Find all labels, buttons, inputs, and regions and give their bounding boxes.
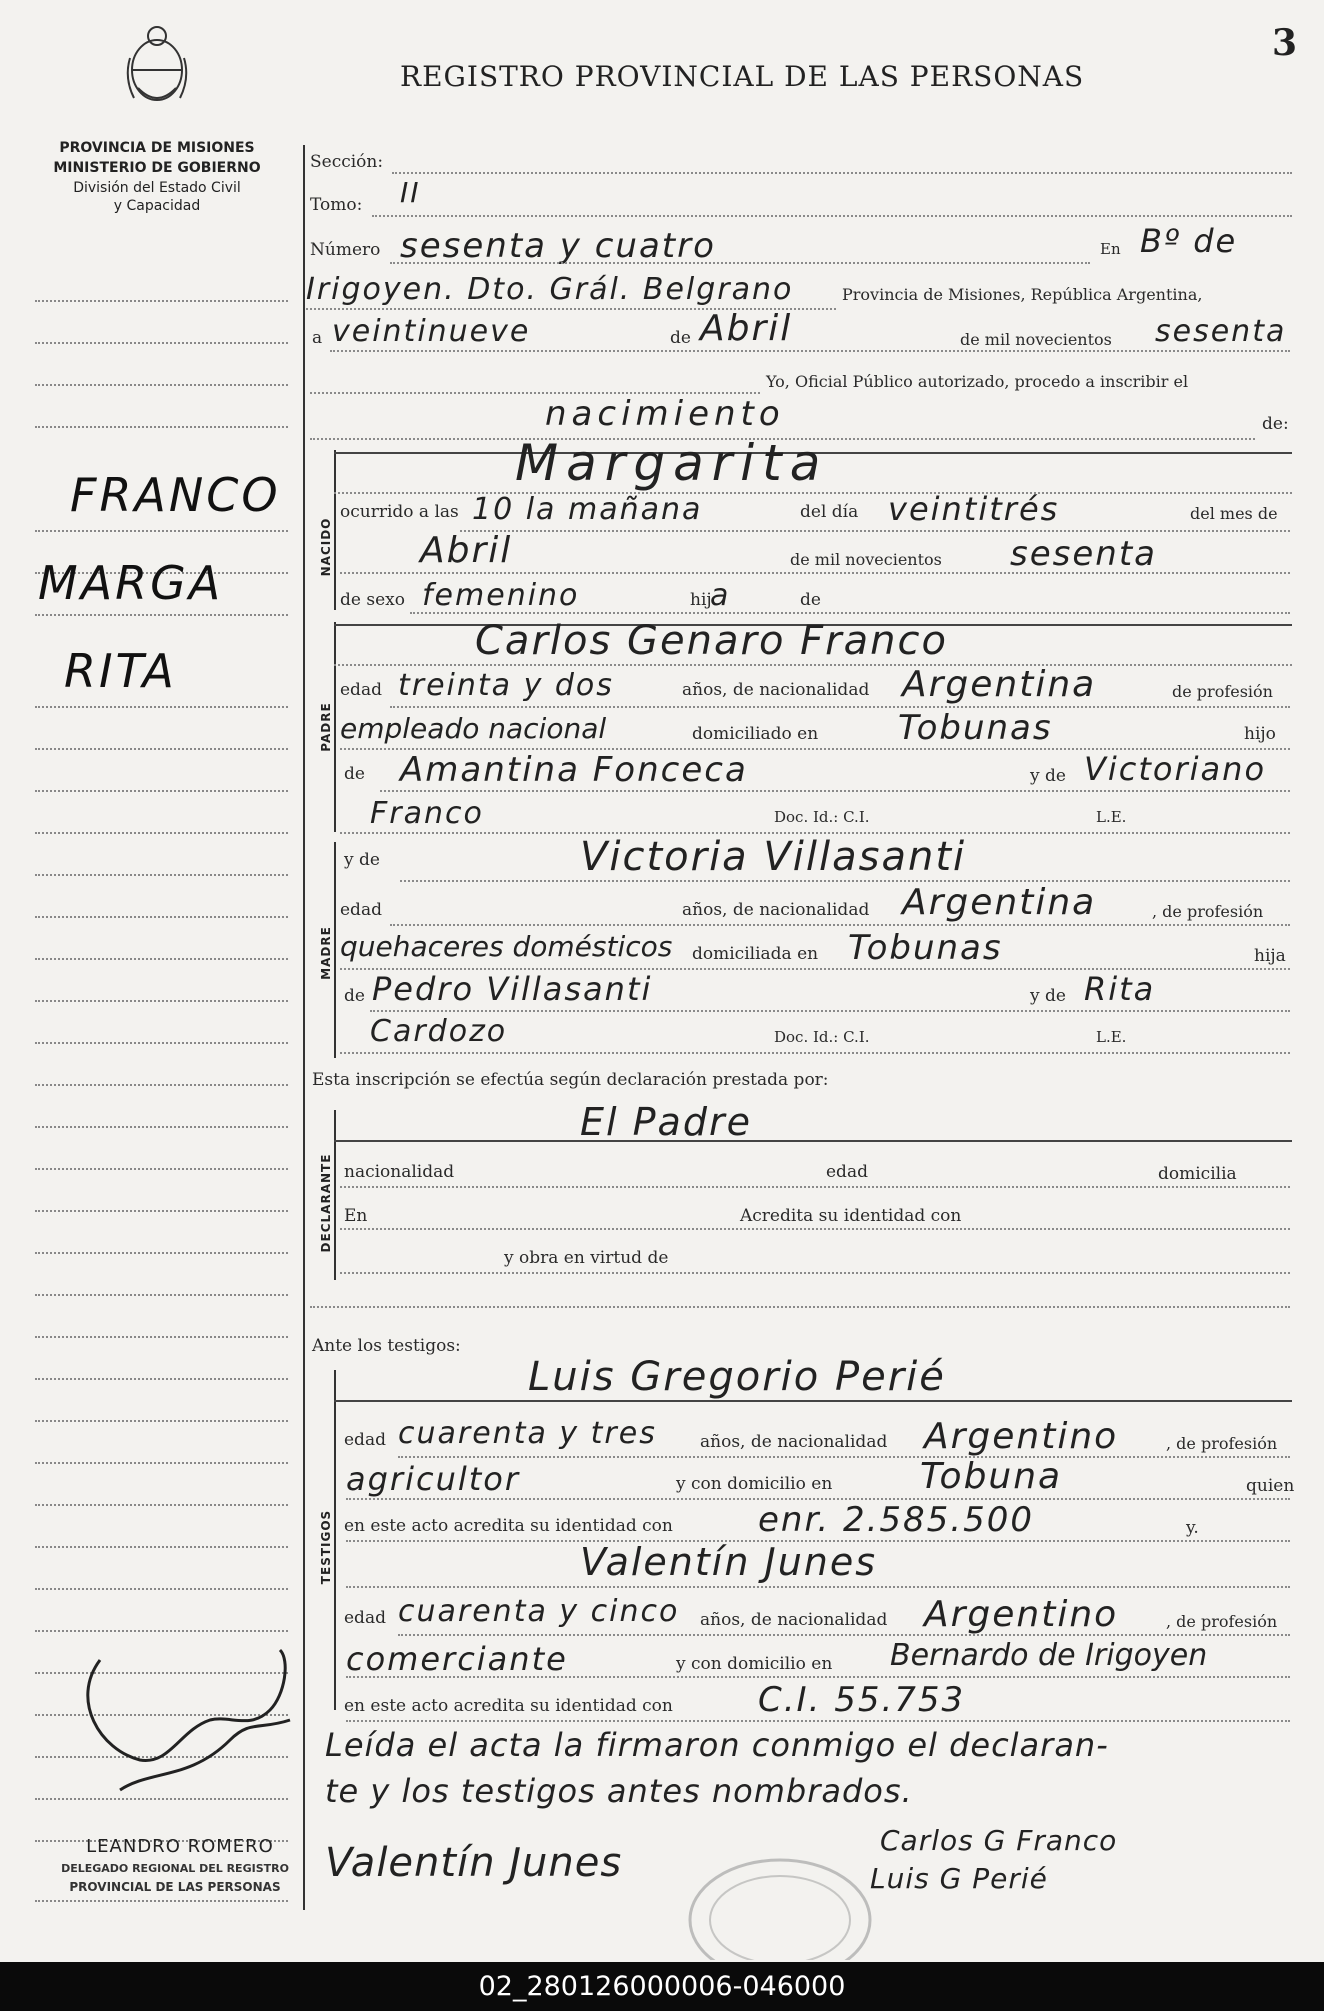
rule [340, 572, 1290, 574]
ocurrido-label: ocurrido a las [340, 502, 459, 522]
rule [390, 262, 1090, 264]
section-madre-label: MADRE [319, 926, 333, 980]
margin-line [35, 1900, 288, 1902]
padre-domicilio-value: Tobunas [898, 708, 1053, 748]
hijo-label: hijo [1244, 724, 1276, 744]
section-divider [334, 1370, 336, 1710]
frame-border [303, 145, 305, 1910]
rule [346, 1586, 1290, 1588]
hij-suffix: a [710, 578, 731, 613]
officer-signature-icon [60, 1620, 300, 1820]
mes-value: Abril [700, 308, 793, 349]
margin-line [35, 1546, 288, 1548]
madre-y-de-label-2: y de [1030, 986, 1066, 1006]
officer-title-1: DELEGADO REGIONAL DEL REGISTRO [61, 1862, 289, 1875]
de-mil-label-2: de mil novecientos [790, 550, 942, 569]
margin-line [35, 1462, 288, 1464]
de-label: de [670, 328, 691, 348]
w1-nac-value: Argentino [924, 1416, 1119, 1457]
sexo-value: femenino [422, 578, 580, 613]
declarante-value: El Padre [580, 1100, 752, 1144]
numero-value: sesenta y cuatro [400, 226, 716, 266]
witness1-name: Luis Gregorio Perié [528, 1354, 946, 1400]
rule [460, 530, 1290, 532]
margin-line [35, 1336, 288, 1338]
w1-profesion-value: agricultor [346, 1460, 521, 1498]
signature-witness2: Valentín Junes [325, 1840, 623, 1886]
w2-nac-label: años, de nacionalidad [700, 1610, 888, 1630]
padre-edad-value: treinta y dos [398, 668, 614, 703]
margin-line [35, 1504, 288, 1506]
section-testigos-label: TESTIGOS [319, 1509, 333, 1585]
margin-line [35, 1210, 288, 1212]
margin-line [35, 1252, 288, 1254]
a-label: a [312, 328, 323, 348]
declaracion-label: Esta inscripción se efectúa según declaración prestada por: [312, 1070, 829, 1090]
w2-edad-label: edad [344, 1608, 386, 1628]
dia-value: veintinueve [332, 314, 531, 349]
padre-nac-label: años, de nacionalidad [682, 680, 870, 700]
mes-nac-value: Abril [420, 530, 513, 571]
decl-edad-label: edad [826, 1162, 868, 1182]
page-number: 3 [1272, 22, 1298, 64]
margin-given-name-2: RITA [64, 644, 177, 698]
margin-line [35, 958, 288, 960]
padre-madre-value: Amantina Fonceca [400, 750, 748, 790]
acta-type: nacimiento [545, 394, 785, 434]
decl-nac-label: nacionalidad [344, 1162, 455, 1182]
margin-line [35, 1168, 288, 1170]
margin-line [35, 1420, 288, 1422]
madre-profesion-value: quehaceres domésticos [340, 930, 673, 963]
w1-quien-label: quien [1246, 1476, 1295, 1496]
officer-name: LEANDRO ROMERO [86, 1836, 274, 1857]
signature-father: Carlos G Franco [880, 1824, 1118, 1857]
margin-line [35, 1084, 288, 1086]
rule [370, 1010, 1290, 1012]
lugar-value-2: Irigoyen. Dto. Grál. Belgrano [306, 272, 794, 307]
margin-line [35, 300, 288, 302]
section-divider [334, 622, 336, 832]
w2-edad-value: cuarenta y cinco [398, 1594, 680, 1629]
w2-acredita-label: en este acto acredita su identidad con [344, 1696, 673, 1716]
father-name: Carlos Genaro Franco [475, 618, 948, 664]
ministry-label: MINISTERIO DE GOBIERNO [53, 160, 261, 176]
hija-label: hija [1254, 946, 1286, 966]
division-label: División del Estado Civil [73, 180, 241, 196]
madre-nac-value: Argentina [902, 882, 1097, 923]
provincia-label: Provincia de Misiones, República Argentina, [842, 285, 1203, 304]
padre-edad-label: edad [340, 680, 382, 700]
w1-edad-label: edad [344, 1430, 386, 1450]
en-label: En [1100, 240, 1121, 258]
margin-line [35, 384, 288, 386]
tomo-label: Tomo: [310, 195, 363, 215]
de-mil-label: de mil novecientos [960, 330, 1112, 349]
margin-line [35, 1294, 288, 1296]
sexo-label: de sexo [340, 590, 405, 610]
rule [390, 924, 1290, 926]
margin-line [35, 706, 288, 708]
rule [372, 215, 1292, 217]
rule [340, 1228, 1290, 1230]
madre-profesion-label: , de profesión [1152, 902, 1264, 921]
madre-madre-value: Rita [1084, 970, 1156, 1008]
margin-line [35, 832, 288, 834]
de-label-2: de [800, 590, 821, 610]
w2-documento-value: C.I. 55.753 [758, 1680, 966, 1720]
margin-line [35, 748, 288, 750]
w2-domicilio-value: Bernardo de Irigoyen [890, 1638, 1208, 1673]
rule [398, 1634, 1290, 1636]
division-label-2: y Capacidad [113, 198, 201, 214]
rule [390, 706, 1290, 708]
hij-label: hij [690, 590, 712, 610]
seccion-label: Sección: [310, 152, 384, 172]
rule [380, 790, 1290, 792]
official-stamp-icon [680, 1820, 880, 1960]
madre-de-label: de [344, 986, 365, 1006]
dia-nac-value: veintitrés [888, 490, 1060, 528]
rule [346, 1720, 1290, 1722]
w1-acredita-label: en este acto acredita su identidad con [344, 1516, 673, 1536]
w2-nac-value: Argentino [924, 1594, 1119, 1635]
margin-line [35, 342, 288, 344]
margin-surname: FRANCO [70, 468, 281, 522]
padre-profesion-value: empleado nacional [340, 712, 607, 745]
rule [410, 612, 1290, 614]
decl-domicilia-label: domicilia [1158, 1164, 1237, 1184]
section-nacido-label: NACIDO [319, 517, 333, 577]
padre-doc-label: Doc. Id.: C.I. [774, 808, 870, 826]
margin-line [35, 426, 288, 428]
rule [400, 880, 1290, 882]
padre-nac-value: Argentina [902, 664, 1097, 705]
padre-profesion-label: de profesión [1172, 682, 1273, 701]
signature-witness1: Luis G Perié [870, 1862, 1048, 1895]
section-padre-label: PADRE [319, 702, 333, 752]
rule [392, 172, 1292, 174]
madre-domicilio-label: domiciliada en [692, 944, 819, 964]
padre-padre-value-2: Franco [370, 796, 484, 831]
section-divider [334, 842, 336, 1058]
yo-label: Yo, Oficial Público autorizado, procedo a inscribir el [766, 372, 1189, 391]
section-divider [334, 1110, 336, 1280]
padre-padre-value: Victoriano [1084, 750, 1267, 788]
madre-y-de-label: y de [344, 850, 380, 870]
w1-documento-value: enr. 2.585.500 [758, 1500, 1034, 1540]
rule [340, 1186, 1290, 1188]
margin-line [35, 916, 288, 918]
madre-doc-label: Doc. Id.: C.I. [774, 1028, 870, 1046]
w1-edad-value: cuarenta y tres [398, 1416, 657, 1451]
w1-profesion-label: , de profesión [1166, 1434, 1278, 1453]
madre-padre-value: Pedro Villasanti [372, 970, 653, 1008]
w2-domicilio-label: y con domicilio en [676, 1654, 833, 1674]
child-name: Margarita [515, 434, 829, 492]
margin-line [35, 1126, 288, 1128]
lugar-value-1: Bº de [1140, 222, 1238, 260]
padre-de-label: de [344, 764, 365, 784]
officer-title-2: PROVINCIAL DE LAS PERSONAS [69, 1880, 281, 1894]
madre-domicilio-value: Tobunas [848, 928, 1003, 968]
margin-line [35, 1588, 288, 1590]
rule [334, 1140, 1292, 1142]
madre-madre-value-2: Cardozo [370, 1014, 508, 1049]
w1-domicilio-value: Tobuna [920, 1456, 1063, 1497]
del-mes-label: del mes de [1190, 504, 1278, 523]
anio-nac-value: sesenta [1010, 534, 1157, 574]
rule [310, 1306, 1290, 1308]
numero-label: Número [310, 240, 381, 260]
rule [398, 1456, 1290, 1458]
madre-le-label: L.E. [1096, 1028, 1127, 1046]
tomo-value: II [400, 176, 421, 209]
testigos-label: Ante los testigos: [312, 1336, 461, 1356]
margin-line [35, 530, 288, 532]
padre-domicilio-label: domiciliado en [692, 724, 819, 744]
section-divider [334, 450, 336, 610]
w2-profesion-value: comerciante [346, 1640, 568, 1678]
anio-value: sesenta [1155, 314, 1287, 349]
rule [340, 1052, 1290, 1054]
padre-y-de-label: y de [1030, 766, 1066, 786]
margin-line [35, 1000, 288, 1002]
w2-profesion-label: , de profesión [1166, 1612, 1278, 1631]
margin-line [35, 1378, 288, 1380]
decl-obra-label: y obra en virtud de [504, 1248, 669, 1268]
madre-edad-label: edad [340, 900, 382, 920]
decl-acredita-label: Acredita su identidad con [740, 1206, 962, 1226]
witness2-name: Valentín Junes [580, 1540, 878, 1584]
province-label: PROVINCIA DE MISIONES [59, 140, 255, 156]
margin-line [35, 1042, 288, 1044]
de-colon-label: de: [1262, 414, 1289, 434]
w1-domicilio-label: y con domicilio en [676, 1474, 833, 1494]
coat-of-arms-icon [118, 18, 196, 114]
rule [346, 1676, 1290, 1678]
section-declarante-label: DECLARANTE [319, 1153, 333, 1253]
rule [330, 350, 1290, 352]
w1-nac-label: años, de nacionalidad [700, 1432, 888, 1452]
rule [340, 1272, 1290, 1274]
margin-line [35, 614, 288, 616]
rule [334, 1400, 1292, 1402]
closing-line-2: te y los testigos antes nombrados. [325, 1772, 913, 1810]
closing-line-1: Leída el acta la firmaron conmigo el declaran- [325, 1726, 1109, 1764]
margin-line [35, 874, 288, 876]
w1-y-label: y. [1186, 1518, 1199, 1538]
rule [334, 664, 1292, 666]
madre-nac-label: años, de nacionalidad [682, 900, 870, 920]
mother-name: Victoria Villasanti [580, 834, 967, 880]
padre-le-label: L.E. [1096, 808, 1127, 826]
hora-value: 10 la mañana [472, 492, 703, 527]
decl-en-label: En [344, 1206, 368, 1226]
margin-line [35, 790, 288, 792]
del-dia-label: del día [800, 502, 859, 522]
document-title: REGISTRO PROVINCIAL DE LAS PERSONAS [400, 60, 1085, 93]
scan-id-footer: 02_280126000006-046000 [0, 1962, 1324, 2011]
margin-given-name-1: MARGA [38, 556, 224, 610]
